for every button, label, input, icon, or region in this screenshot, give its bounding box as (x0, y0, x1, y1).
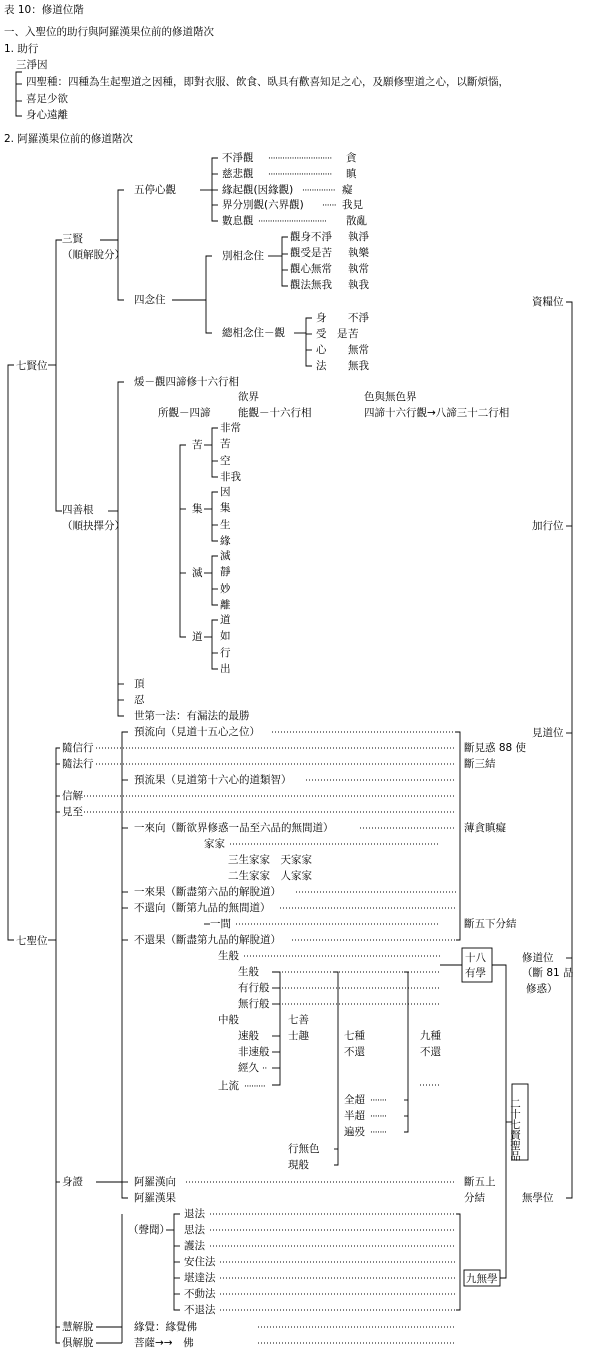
svg-text:出: 出 (220, 663, 231, 675)
nine-kinds: 九種 (420, 1030, 441, 1042)
svg-text:非常: 非常 (220, 422, 241, 434)
leader-dots: ····························· (258, 217, 327, 227)
general-item: 心 (316, 344, 327, 356)
wisdom-liberate: 慧解脫 (62, 1321, 94, 1333)
three-family: 三生家家 天家家 (228, 854, 312, 866)
five-stop-item: 不淨觀 (222, 152, 254, 164)
svg-text:安住法: 安住法 (184, 1256, 216, 1268)
fruit-ticks (122, 780, 128, 1182)
truth-path (192, 613, 231, 675)
cut-five-upper: 分結 (464, 1192, 485, 1204)
truths-sixteen: 四諦十六行觀→八諦三十二行相 (364, 407, 510, 419)
observer-label: 能觀－十六行相 (238, 407, 312, 419)
stage-provision: 資糧位 (532, 296, 564, 308)
svg-text:滅: 滅 (192, 567, 203, 579)
stream-entry-aim: 預流向（見道十五心之位） (134, 726, 260, 738)
leader-dots: ··························· (268, 154, 332, 164)
three-wise-sub: （順解脫分） (62, 249, 125, 261)
svg-text:護法: 護法 (184, 1240, 205, 1252)
svg-text:不退法: 不退法 (184, 1304, 216, 1316)
four-mindful-label: 四念住 (134, 294, 166, 306)
pratyeka: 緣覺：緣覺佛 (134, 1321, 197, 1333)
separate-item: 觀身不淨 (290, 231, 332, 243)
svg-text:集: 集 (192, 503, 203, 515)
five-stop-label: 五停心觀 (134, 184, 176, 196)
svg-text:退法: 退法 (184, 1208, 205, 1220)
non-return-aim: 不還向（斷第九品的無間道） (134, 902, 271, 914)
patience-label: 忍 (134, 694, 145, 706)
svg-text:非我: 非我 (220, 471, 241, 483)
twenty-seven-vertical: 二十七賢聖品 (509, 1098, 521, 1161)
born-label: 生般 (218, 950, 239, 962)
bodhisattva: 菩薩→→ 佛 (134, 1337, 194, 1349)
separate-bracket (282, 237, 288, 286)
general-item: 無我 (348, 360, 369, 372)
eighteen-1: 十八 (465, 952, 486, 964)
nine-non-return: 不還 (420, 1046, 441, 1058)
svg-text:堪達法: 堪達法 (184, 1272, 216, 1284)
stage-cultivation-sub: （斷 81 品 (522, 967, 574, 979)
svg-text:靜: 靜 (220, 566, 231, 578)
general-item: 不淨 (348, 312, 369, 324)
born-item: 有行般 (238, 982, 270, 994)
svg-text:生: 生 (220, 519, 231, 531)
svg-text:苦: 苦 (220, 438, 231, 450)
leader-dots: ··························· (268, 170, 332, 180)
seven-wise-label: 七賢位 (16, 360, 48, 372)
svg-text:因: 因 (220, 486, 231, 498)
nine-no-learn: 九無學 (466, 1273, 498, 1285)
svg-text:集: 集 (220, 502, 231, 514)
separate-item: 觀受是苦 (290, 247, 332, 259)
svg-text:道: 道 (192, 631, 203, 643)
body-mind-seclusion: 身心遠離 (26, 109, 68, 121)
separate-target: 執我 (348, 279, 369, 291)
general-mind-label: 總相念住－觀 (222, 327, 285, 339)
scholar: 士趣 (288, 1030, 309, 1042)
seven-kinds-bracket (334, 972, 338, 1165)
upper-flow: 上流 (218, 1080, 239, 1092)
one-interval: 一間 (210, 918, 231, 930)
sravaka: （聲聞） (128, 1224, 170, 1236)
three-wise-bracket (118, 190, 124, 300)
peak-label: 頂 (134, 678, 145, 690)
thin-greed: 薄貪瞋癡 (464, 822, 506, 834)
five-stop-item: 緣起觀(因緣觀) (222, 184, 294, 196)
three-wise-label: 三賢 (62, 233, 83, 245)
right-stage-bracket (566, 302, 572, 1198)
svg-text:思法: 思法 (184, 1224, 205, 1236)
three-pure-causes: 三淨因 (16, 59, 48, 71)
eighteen-bracket (492, 965, 506, 1278)
general-item: 無常 (348, 344, 369, 356)
heading-auxiliary: 1. 助行 (4, 43, 39, 55)
separate-item: 觀法無我 (290, 279, 332, 291)
arhat-kinds (174, 1207, 456, 1316)
svg-text:不動法: 不動法 (184, 1288, 216, 1300)
five-stop-target: 瞋 (346, 168, 357, 180)
stream-entry-fruit: 預流果（見道第十六心的道類智） (134, 774, 292, 786)
full-super: 全超 (344, 1094, 365, 1106)
born-item: 無行般 (238, 998, 270, 1010)
leader-dots: ······· (370, 1128, 387, 1138)
four-good-bracket (118, 382, 124, 716)
seven-kinds: 七種 (344, 1030, 365, 1042)
form-realm: 色與無色界 (364, 391, 417, 403)
family-label: 家家 (204, 838, 225, 850)
svg-text:道: 道 (220, 614, 231, 626)
stage-application: 加行位 (532, 520, 564, 532)
middle-item: 經久 (238, 1062, 259, 1074)
dharma-follow: 隨法行 (62, 758, 94, 770)
five-stop-target: 散亂 (346, 215, 367, 227)
five-stop-target: 我見 (342, 199, 363, 211)
separate-target: 執淨 (348, 231, 369, 243)
born-item: 生般 (238, 966, 259, 978)
cut-five-lower: 斷五下分結 (464, 918, 517, 930)
leader-dots: ·· (262, 1064, 267, 1074)
section-heading-1: 一、入聖位的助行與阿羅漢果位前的修道階次 (4, 26, 214, 38)
wise-bracket (56, 240, 62, 511)
leader-dots: ······· (370, 1112, 387, 1122)
no-learn-bracket (456, 1214, 460, 1310)
svg-text:緣: 緣 (220, 535, 231, 547)
five-stop-list (212, 151, 367, 227)
svg-text:苦: 苦 (192, 439, 203, 451)
dotted-fill (282, 972, 440, 1004)
general-bracket (306, 318, 312, 366)
four-mindful-bracket (206, 256, 212, 333)
heading-stages: 2. 阿羅漢果位前的修道階次 (4, 133, 133, 145)
five-stop-target: 癡 (342, 184, 353, 196)
svg-text:空: 空 (220, 455, 231, 467)
cut-five-upper: 斷五上 (464, 1176, 496, 1188)
observed-label: 所觀－四諦 (158, 407, 211, 419)
arhat-aim: 阿羅漢向 (134, 1176, 176, 1188)
svg-text:離: 離 (220, 599, 231, 611)
holy-bracket (56, 748, 60, 1343)
five-stop-target: 貪 (346, 152, 357, 164)
body-realize: 身證 (62, 1176, 83, 1188)
stage-no-learning: 無學位 (522, 1192, 554, 1204)
stage-cultivation: 修道位 (522, 952, 554, 964)
separate-item: 觀心無常 (290, 263, 332, 275)
middle-label: 中般 (218, 1014, 239, 1026)
stage-seeing: 見道位 (532, 727, 564, 739)
general-item: 苦 (348, 328, 359, 340)
five-stop-item: 界分別觀(六界觀) (222, 199, 304, 211)
leader-dots: ······· (370, 1096, 387, 1106)
truth-suffering (192, 421, 241, 483)
eighteen-2: 有學 (465, 967, 486, 979)
desire-realm: 欲界 (238, 391, 259, 403)
warm-label: 煖－觀四諦修十六行相 (134, 376, 239, 388)
fruit-bracket (122, 732, 128, 1198)
leader-dots: ·············· (302, 186, 336, 196)
general-item: 受 是 (316, 328, 348, 340)
faith-follow: 隨信行 (62, 742, 94, 754)
svg-text:如: 如 (220, 630, 231, 642)
once-return-fruit: 一來果（斷盡第六品的解脫道） (134, 886, 281, 898)
svg-text:妙: 妙 (220, 583, 231, 595)
world-first-label: 世第一法：有漏法的最勝 (134, 710, 250, 722)
svg-text:滅: 滅 (220, 550, 231, 562)
results-bracket (456, 732, 460, 940)
both-liberate: 俱解脫 (62, 1337, 94, 1349)
separate-target: 執樂 (348, 247, 369, 259)
view-attain: 見至 (62, 806, 83, 818)
middle-item: 非速般 (238, 1046, 270, 1058)
half-super: 半超 (344, 1110, 365, 1122)
cut-three: 斷三結 (464, 758, 496, 770)
general-item: 法 (316, 360, 327, 372)
leader-dots: ······ (322, 201, 337, 211)
four-noble-lineage: 四聖種：四種為生起聖道之因種，即對衣服、飲食、臥具有歡喜知足之心，及願修聖道之心，以斷煩惱， (26, 76, 509, 88)
seven-holy-label: 七聖位 (16, 935, 48, 947)
general-item: 身 (316, 312, 327, 324)
two-family: 二生家家 人家家 (228, 870, 312, 882)
arhat-fruit: 阿羅漢果 (134, 1192, 176, 1204)
separate-mind-label: 別相念住 (222, 250, 264, 262)
five-stop-bracket (212, 158, 218, 221)
truth-cessation (192, 549, 231, 611)
four-good-label: 四善根 (62, 504, 94, 516)
svg-text:行: 行 (220, 647, 231, 659)
middle-item: 速般 (238, 1030, 259, 1042)
nine-bracket (404, 972, 408, 1132)
aux-bracket (16, 72, 22, 116)
five-stop-item: 數息觀 (222, 215, 254, 227)
root-bracket (8, 365, 14, 940)
five-stop-item: 慈悲觀 (222, 168, 254, 180)
few-desires: 喜足少欲 (26, 93, 68, 105)
once-return-aim: 一來向（斷欲界修惑一品至六品的無間道） (134, 822, 334, 834)
seven-good: 七善 (288, 1014, 309, 1026)
cut-view: 斷見惑 88 使 (464, 742, 527, 754)
non-return-word: 不還 (344, 1046, 365, 1058)
truths-bracket (180, 445, 186, 637)
stage-cultivation-sub: 修惑） (526, 983, 558, 995)
four-good-sub: （順抉擇分） (62, 520, 125, 532)
pass-all: 遍殁 (344, 1126, 365, 1138)
leader-dots: ········· (244, 1082, 266, 1092)
formless-go: 行無色 (288, 1143, 320, 1155)
table-title: 表 10：修道位階 (4, 4, 84, 16)
non-return-fruit: 不還果（斷盡第九品的解脫道） (134, 934, 281, 946)
truth-origin (192, 486, 231, 547)
separate-target: 執常 (348, 263, 369, 275)
present-nirvana: 現般 (288, 1159, 309, 1171)
faith-liberate: 信解 (62, 790, 83, 802)
